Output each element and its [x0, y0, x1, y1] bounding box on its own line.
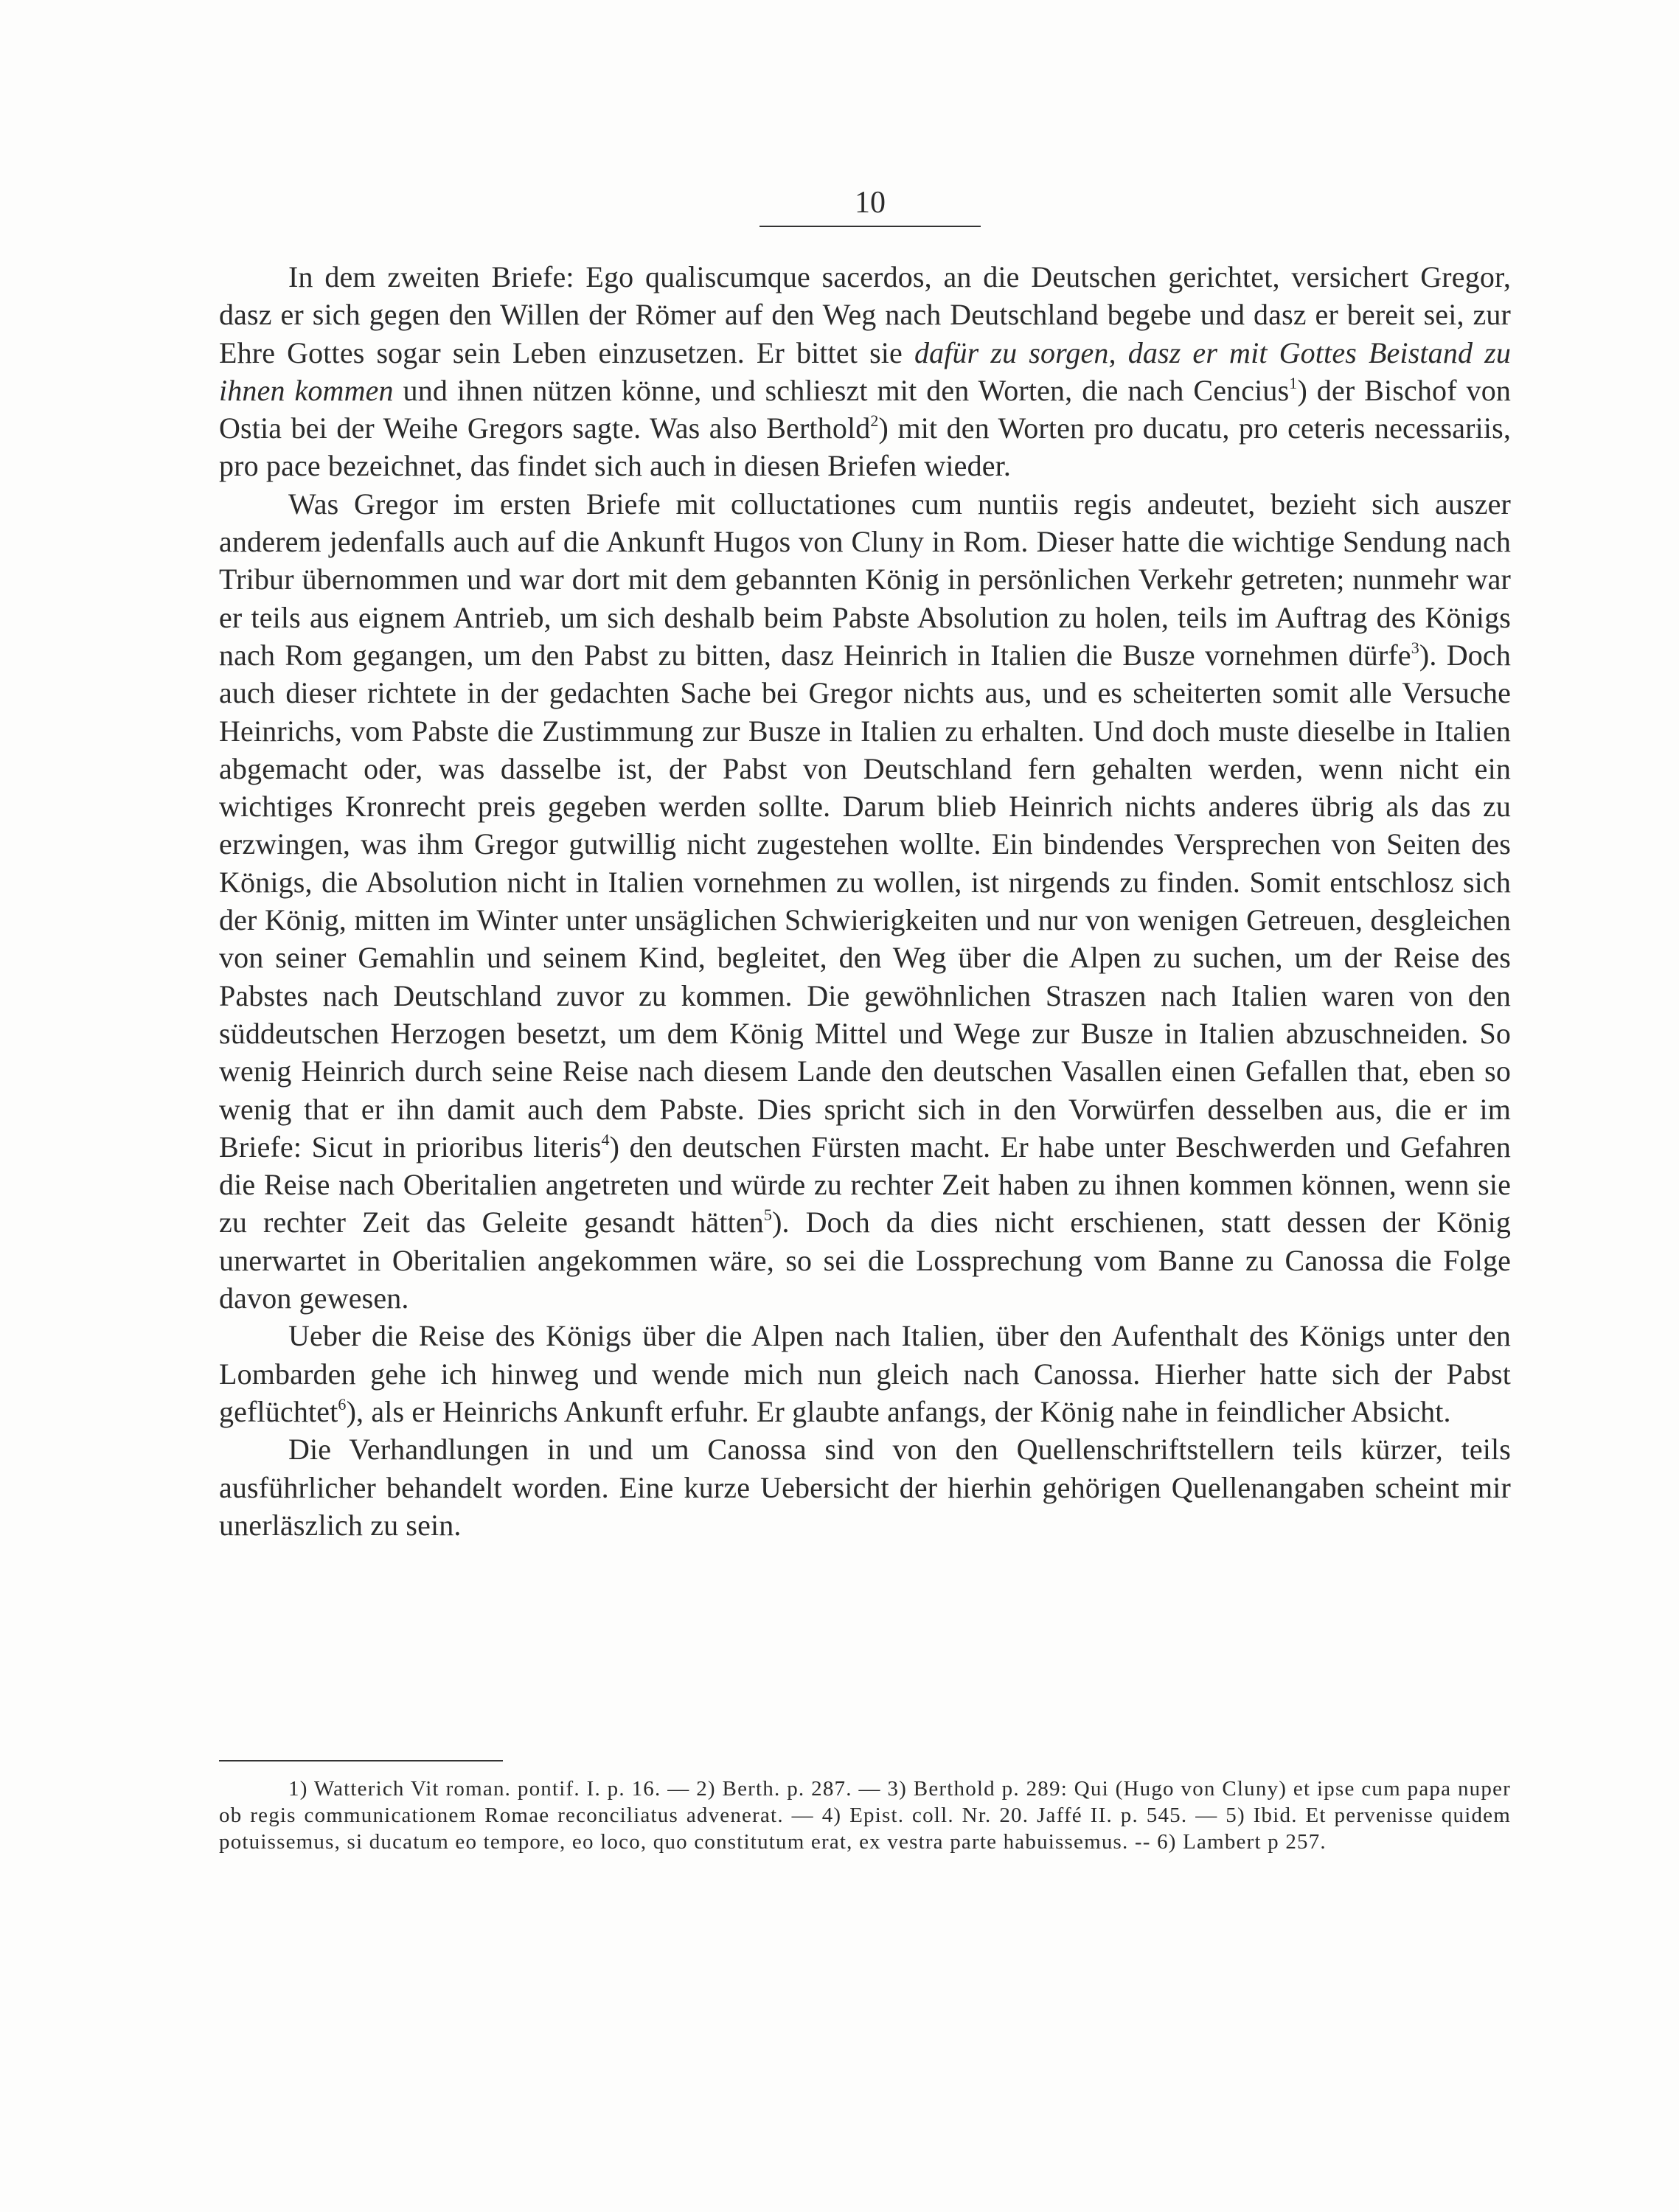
header-rule	[759, 226, 981, 227]
footnote-rule	[219, 1760, 503, 1761]
page-header	[759, 184, 981, 227]
paragraph: Was Gregor im ersten Briefe mit colluctationes cum nuntiis regis andeutet, bezieht sich auszer anderem jedenfalls auch auf die Ankunft Hugos von Cluny in Rom. Dieser hatte die wichtige Sendung nach Tribur übernommen und war dort mit dem gebannten König in persönlichen Verkehr getreten; nunmehr war er teils aus eignem Antrieb, um sich deshalb beim Pabste Absolution zu holen, teils im Auftrag des Königs nach Rom gegangen, um den Pabst zu bitten, dasz Heinrich in Italien die Busze vornehmen dürfe$^3$). Doch auch dieser richtete in der gedachten Sache bei Gregor nichts aus, und es scheiterten somit alle Versuche Heinrichs, vom Pabste die Zustimmung zur Busze in Italien zu erhalten. Und doch muste dieselbe in Italien abgemacht oder, was dasselbe ist, der Pabst von Deutschland fern gehalten werden, wenn nicht ein wichtiges Kronrecht preis gegeben werden sollte. Darum blieb Heinrich nichts anderes übrig als das zu erzwingen, was ihm Gregor gutwillig nicht zugestehen wollte. Ein bindendes Versprechen von Seiten des Königs, die Absolution nicht in Italien vornehmen zu wollen, ist nirgends zu finden. Somit entschlosz sich der König, mitten im Winter unter unsäglichen Schwierigkeiten und nur von wenigen Getreuen, desgleichen von seiner Gemahlin und seinem Kind, begleitet, den Weg über die Alpen zu suchen, um der Reise des Pabstes nach Deutschland zuvor zu kommen. Die gewöhnlichen Straszen nach Italien waren von den süddeutschen Herzogen besetzt, um dem König Mittel und Wege zur Busze in Italien abzuschneiden. So wenig Heinrich durch seine Reise nach diesem Lande den deutschen Vasallen einen Gefallen that, eben so wenig that er ihn damit auch dem Pabste. Dies spricht sich in den Vorwürfen desselben aus, die er im Briefe: Sicut in prioribus literis$^4$) den deutschen Fürsten macht. Er habe unter Beschwerden und Gefahren die Reise nach Oberitalien angetreten und würde zu rechter Zeit haben zu ihnen kommen können, wenn sie zu rechter Zeit das Geleite gesandt hätten$^5$). Doch da dies nicht erschienen, statt dessen der König unerwartet in Oberitalien angekommen wäre, so sei die Lossprechung vom Banne zu Canossa die Folge davon gewesen.	[219, 487, 1512, 1315]
footnote-marker: 1	[1289, 373, 1298, 392]
footnote-marker: 2	[870, 411, 879, 431]
footnote-marker: 4	[601, 1130, 610, 1149]
footnote-marker: 3	[1411, 638, 1419, 657]
paragraph: In dem zweiten Briefe: Ego qualiscumque sacerdos, an die Deutschen gerichtet, versichert Gregor, dasz er sich gegen den Willen der Römer auf den Weg nach Deutschland begebe und dasz er bereit sei, zur Ehre Gottes sogar sein Leben einzusetzen. Er bittet sie dafür zu sorgen, dasz er mit Gottes Beistand zu ihnen kommen und ihnen nützen könne, und schlieszt mit den Worten, die nach Cencius$^1$) der Bischof von Ostia bei der Weihe Gregors sagte. Was also Berthold$^2$) mit den Worten pro ducatu, pro ceteris necessariis, pro pace bezeichnet, das findet sich auch in diesen Briefen wieder.	[219, 260, 1511, 483]
page-number: 10	[855, 186, 886, 220]
paragraph: Die Verhandlungen in und um Canossa sind von den Quellenschriftstellern teils kürzer, teils ausführlicher behandelt worden. Eine kurze Uebersicht der hierhin gehörigen Quellenangaben scheint mir unerläszlich zu sein.	[219, 1433, 1511, 1542]
body-text	[219, 258, 1511, 1544]
footnote-marker: 5	[763, 1206, 773, 1225]
paragraph: Ueber die Reise des Königs über die Alpen nach Italien, über den Aufenthalt des Königs unter den Lombarden gehe ich hinweg und wende mich nun gleich nach Canossa. Hierher hatte sich der Pabst geflüchtet$^6$), als er Heinrichs Ankunft erfuhr. Er glaubte anfangs, der König nahe in feindlicher Absicht.	[219, 1319, 1511, 1428]
italic-phrase: dafür zu sorgen, dasz er mit Gottes Beistand zu ihnen kommen	[219, 335, 1511, 407]
footnote-marker: 6	[338, 1394, 347, 1413]
footnotes: 1) Watterich Vit roman. pontif. I. p. 16. — 2) Berth. p. 287. — 3) Berthold p. 289: Qui (Hugo von Cluny) et ipse cum papa nuper ob regis communicationem Romae reconciliatus advenerat. — 4) Epist. coll. Nr. 20. Jaffé II. p. 545. — 5) Ibid. Et pervenisse quidem potuissemus, si ducatum eo tempore, eo loco, quo constitutum erat, ex vestra parte habuissemus. -- 6) Lambert p 257.	[219, 1777, 1511, 1854]
